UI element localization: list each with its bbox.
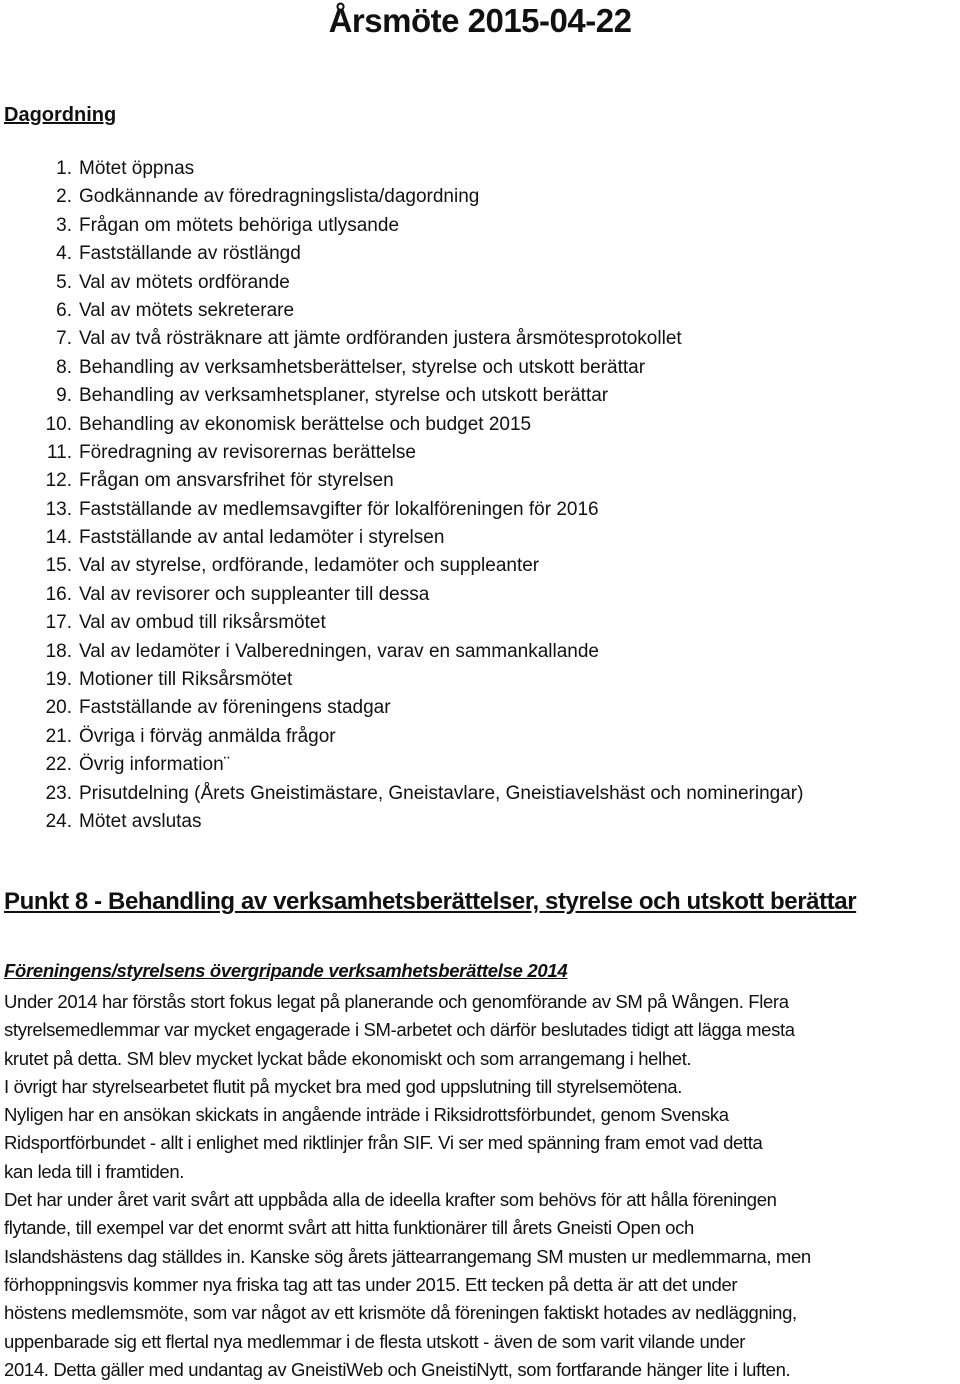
agenda-item-text: Behandling av ekonomisk berättelse och budget 2015 [79, 413, 532, 435]
agenda-item-text: Behandling av verksamhetsberättelser, styrelse och utskott berättar [79, 356, 646, 378]
agenda-item-text: Frågan om mötets behöriga utlysande [79, 214, 400, 236]
agenda-item [0, 751, 803, 779]
agenda-item-number: 8. [56, 356, 72, 378]
agenda-item [0, 552, 803, 580]
agenda-item-number: 15. [45, 555, 72, 577]
agenda-item-number: 14. [45, 527, 72, 549]
body-text [4, 988, 960, 1384]
agenda-item [0, 155, 803, 183]
paragraph-line: Islandshästens dag ställdes in. Kanske sög årets jättearrangemang SM musten ur medlemmarna, men [4, 1245, 811, 1267]
agenda-heading: Dagordning [4, 104, 117, 126]
agenda-item-text: Godkännande av föredragningslista/dagordning [79, 186, 480, 208]
section-heading: Punkt 8 - Behandling av verksamhetsberättelser, styrelse och utskott berättar [4, 888, 857, 915]
agenda-item [0, 183, 803, 211]
agenda-item-text: Fastställande av medlemsavgifter för lokalföreningen för 2016 [79, 498, 599, 520]
paragraph-line: höstens medlemsmöte, som var något av ett krismöte då föreningen faktiskt hotades av nedläggning, [4, 1302, 797, 1324]
paragraph-line: I övrigt har styrelsearbetet flutit på mycket bra med god uppslutning till styrelsemötena. [4, 1075, 683, 1097]
agenda-item-text: Fastställande av föreningens stadgar [79, 697, 391, 719]
agenda-item-text: Val av revisorer och suppleanter till dessa [79, 583, 430, 605]
document-title: Årsmöte 2015-04-22 [328, 2, 632, 39]
agenda-item-number: 5. [56, 271, 72, 293]
agenda-item-number: 16. [45, 583, 72, 605]
paragraph-line: 2014. Detta gäller med undantag av GneistiWeb och GneistiNytt, som fortfarande hänger lite i luften. [4, 1358, 791, 1380]
agenda-item-number: 10. [45, 413, 72, 435]
agenda-item-number: 20. [45, 697, 72, 719]
paragraph-line: flytande, till exempel var det enormt svårt att hitta funktionärer till årets Gneisti Open och [4, 1217, 694, 1239]
agenda-item-number: 7. [56, 328, 72, 350]
paragraph-line: styrelsemedlemmar var mycket engagerade i SM-arbetet och därför beslutades tidigt att lägga mesta [4, 1019, 795, 1041]
agenda-item-number: 22. [45, 754, 72, 776]
agenda-item [0, 694, 803, 722]
paragraph-line: uppenbarade sig ett flertal nya medlemmar i de flesta utskott - även de som varit vilande under [4, 1330, 746, 1352]
agenda-item [0, 411, 803, 439]
agenda-item-text: Val av styrelse, ordförande, ledamöter och suppleanter [79, 555, 540, 577]
agenda-item-number: 17. [45, 612, 72, 634]
agenda-item [0, 609, 803, 637]
agenda-item [0, 269, 803, 297]
agenda-item-number: 13. [45, 498, 72, 520]
agenda-item-text: Övriga i förväg anmälda frågor [79, 725, 336, 747]
agenda-item-number: 18. [45, 640, 72, 662]
agenda-item-text: Frågan om ansvarsfrihet för styrelsen [79, 470, 394, 492]
paragraph-line: krutet på detta. SM blev mycket lyckat både ekonomiskt och som arrangemang i helhet. [4, 1047, 692, 1069]
agenda-item-text: Behandling av verksamhetsplaner, styrelse och utskott berättar [79, 385, 609, 407]
paragraph-line: kan leda till i framtiden. [4, 1160, 185, 1182]
agenda-item-number: 23. [45, 782, 72, 804]
agenda-item-text: Val av mötets sekreterare [79, 299, 295, 321]
agenda-item-number: 1. [56, 158, 72, 179]
paragraph-line: Under 2014 har förstås stort fokus legat på planerande och genomförande av SM på Wången. Flera [4, 991, 789, 1012]
agenda-item-number: 11. [46, 441, 72, 463]
agenda-item-text: Mötet öppnas [79, 158, 195, 179]
agenda-item-number: 3. [56, 214, 72, 236]
agenda-item-text: Val av ledamöter i Valberedningen, varav en sammankallande [79, 640, 599, 662]
agenda-item-text: Val av mötets ordförande [79, 271, 290, 293]
agenda-item-text: Motioner till Riksårsmötet [79, 669, 293, 691]
agenda-item-number: 21. [45, 725, 72, 747]
agenda-item-text: Fastställande av röstlängd [79, 243, 301, 265]
agenda-item-text: Föredragning av revisorernas berättelse [79, 441, 416, 463]
agenda-item [0, 780, 803, 808]
agenda-item [0, 723, 803, 751]
agenda-item-number: 6. [56, 299, 72, 321]
agenda-item [0, 382, 803, 410]
paragraph-line: Nyligen har en ansökan skickats in angående inträde i Riksidrottsförbundet, genom Svenska [4, 1104, 729, 1126]
agenda-item-text: Prisutdelning (Årets Gneistimästare, Gneistavlare, Gneistiavelshäst och nomineringar) [79, 782, 804, 804]
agenda-item [0, 666, 803, 694]
paragraph-line: Det har under året varit svårt att uppbåda alla de ideella krafter som behövs för att hålla föreningen [4, 1189, 777, 1211]
agenda-item-text: Val av ombud till riksårsmötet [79, 612, 326, 634]
agenda-item-number: 12. [45, 470, 72, 492]
agenda-list [0, 155, 803, 836]
agenda-item-number: 19. [45, 669, 72, 691]
agenda-item [0, 325, 803, 353]
agenda-item-text: Övrig information¨ [79, 754, 230, 776]
paragraph-line: Ridsportförbundet - allt i enlighet med riktlinjer från SIF. Vi ser med spänning fram emot vad detta [4, 1132, 763, 1154]
agenda-item [0, 240, 803, 268]
agenda-item [0, 581, 803, 609]
agenda-item [0, 354, 803, 382]
agenda-item-number: 2. [56, 186, 72, 208]
agenda-item [0, 439, 803, 467]
agenda-item [0, 524, 803, 552]
agenda-item-text: Mötet avslutas [79, 810, 202, 832]
agenda-item-number: 4. [56, 243, 72, 265]
paragraph-line: förhoppningsvis kommer nya friska tag att tas under 2015. Ett tecken på detta är att det under [4, 1273, 738, 1295]
agenda-item [0, 496, 803, 524]
agenda-item-number: 9. [56, 385, 72, 407]
agenda-item-number: 24. [45, 810, 72, 832]
agenda-item-text: Fastställande av antal ledamöter i styrelsen [79, 527, 445, 549]
agenda-item [0, 638, 803, 666]
section-subheading: Föreningens/styrelsens övergripande verksamhetsberättelse 2014 [4, 960, 568, 981]
agenda-item [0, 212, 803, 240]
agenda-item-text: Val av två rösträknare att jämte ordföranden justera årsmötesprotokollet [79, 328, 682, 350]
agenda-item [0, 808, 803, 836]
agenda-item [0, 297, 803, 325]
agenda-item [0, 467, 803, 495]
